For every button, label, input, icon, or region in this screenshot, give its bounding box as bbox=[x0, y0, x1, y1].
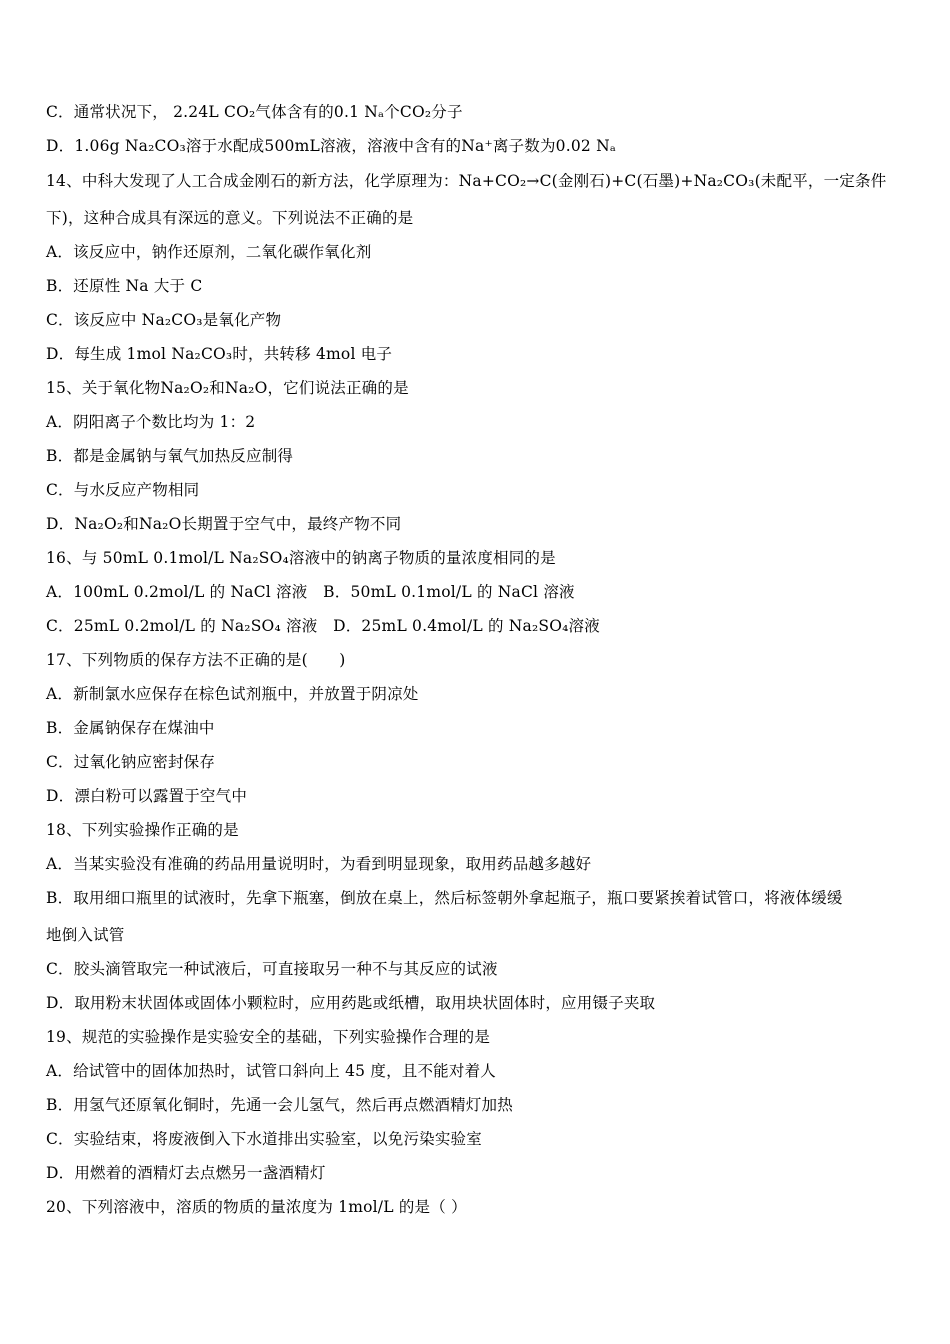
q17-option-b: B．金属钠保存在煤油中 bbox=[46, 719, 215, 737]
q14-option-d: D．每生成 1mol Na₂CO₃时，共转移 4mol 电子 bbox=[46, 345, 393, 363]
q13-option-c: C．通常状况下， 2.24L CO₂气体含有的0.1 Nₐ个CO₂分子 bbox=[46, 103, 463, 121]
q17-option-c: C．过氧化钠应密封保存 bbox=[46, 753, 216, 771]
q15-option-c: C．与水反应产物相同 bbox=[46, 481, 200, 499]
q14-option-c: C．该反应中 Na₂CO₃是氧化产物 bbox=[46, 311, 282, 329]
q14-option-a: A．该反应中，钠作还原剂，二氧化碳作氧化剂 bbox=[46, 243, 372, 261]
q14-option-b: B．还原性 Na 大于 C bbox=[46, 277, 203, 295]
q19-option-c: C．实验结束，将废液倒入下水道排出实验室，以免污染实验室 bbox=[46, 1130, 482, 1148]
q15-option-d: D．Na₂O₂和Na₂O长期置于空气中，最终产物不同 bbox=[46, 515, 402, 533]
q19-option-d: D．用燃着的酒精灯去点燃另一盏酒精灯 bbox=[46, 1164, 326, 1182]
q19-option-a: A．给试管中的固体加热时，试管口斜向上 45 度，且不能对着人 bbox=[46, 1062, 496, 1080]
q18-option-b-line2: 地倒入试管 bbox=[46, 926, 125, 944]
q17-option-a: A．新制氯水应保存在棕色试剂瓶中，并放置于阴凉处 bbox=[46, 685, 419, 703]
q17-stem: 17、下列物质的保存方法不正确的是( ) bbox=[46, 651, 346, 669]
q15-stem: 15、关于氧化物Na₂O₂和Na₂O，它们说法正确的是 bbox=[46, 379, 409, 397]
q16-stem: 16、与 50mL 0.1mol/L Na₂SO₄溶液中的钠离子物质的量浓度相同的是 bbox=[46, 549, 556, 567]
q13-option-d: D．1.06g Na₂CO₃溶于水配成500mL溶液，溶液中含有的Na⁺离子数为0.02 Nₐ bbox=[46, 137, 617, 155]
q15-option-a: A．阴阳离子个数比均为 1：2 bbox=[46, 413, 256, 431]
q20-stem: 20、下列溶液中，溶质的物质的量浓度为 1mol/L 的是（ ） bbox=[46, 1198, 467, 1216]
q18-stem: 18、下列实验操作正确的是 bbox=[46, 821, 239, 839]
q19-option-b: B．用氢气还原氧化铜时，先通一会儿氢气，然后再点燃酒精灯加热 bbox=[46, 1096, 513, 1114]
q18-option-a: A．当某实验没有准确的药品用量说明时，为看到明显现象，取用药品越多越好 bbox=[46, 855, 592, 873]
q18-option-b-line1: B．取用细口瓶里的试液时，先拿下瓶塞，倒放在桌上，然后标签朝外拿起瓶子，瓶口要紧挨着试管口，将液体缓缓 bbox=[46, 889, 843, 907]
q19-stem: 19、规范的实验操作是实验安全的基础，下列实验操作合理的是 bbox=[46, 1028, 491, 1046]
q15-option-b: B．都是金属钠与氧气加热反应制得 bbox=[46, 447, 294, 465]
q16-options-ab: A．100mL 0.2mol/L 的 NaCl 溶液 B．50mL 0.1mol/L 的 NaCl 溶液 bbox=[46, 583, 575, 601]
q18-option-c: C．胶头滴管取完一种试液后，可直接取另一种不与其反应的试液 bbox=[46, 960, 498, 978]
q17-option-d: D．漂白粉可以露置于空气中 bbox=[46, 787, 248, 805]
q14-stem-line2: 下)，这种合成具有深远的意义。下列说法不正确的是 bbox=[46, 209, 414, 227]
q18-option-d: D．取用粉末状固体或固体小颗粒时，应用药匙或纸槽，取用块状固体时，应用镊子夹取 bbox=[46, 994, 656, 1012]
q14-stem-line1: 14、中科大发现了人工合成金刚石的新方法，化学原理为：Na+CO₂→C(金刚石)+C(石墨)+Na₂CO₃(未配平，一定条件 bbox=[46, 172, 887, 190]
q16-options-cd: C．25mL 0.2mol/L 的 Na₂SO₄ 溶液 D．25mL 0.4mol/L 的 Na₂SO₄溶液 bbox=[46, 617, 600, 635]
